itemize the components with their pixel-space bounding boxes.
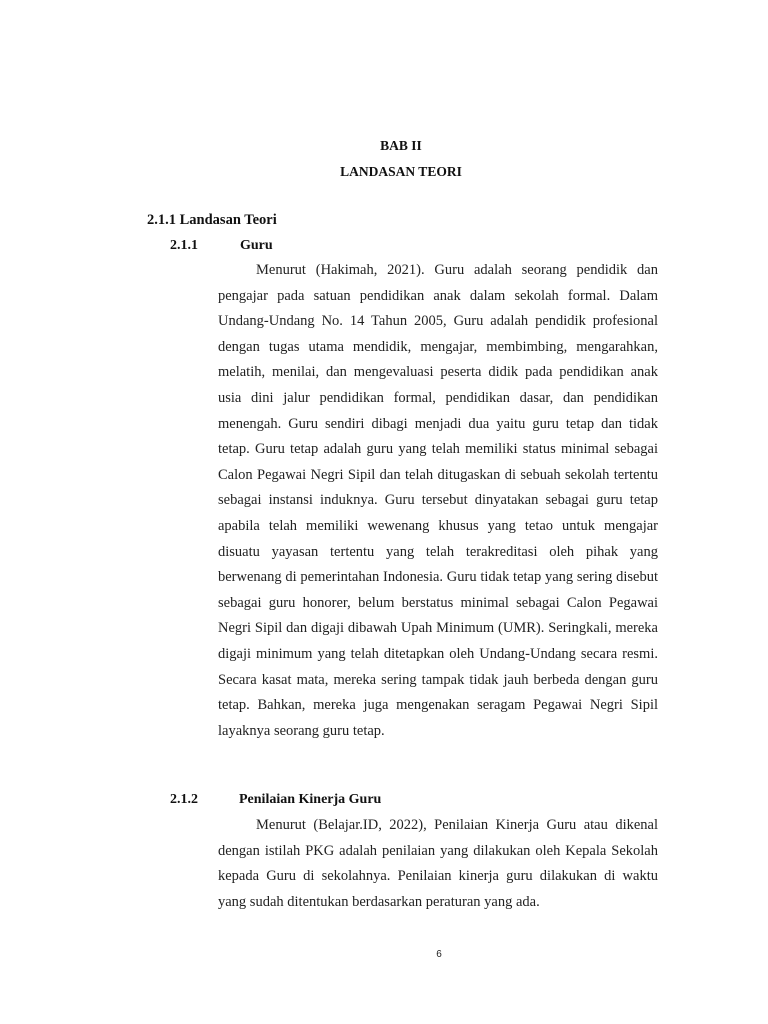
section-heading: 2.1.1 Landasan Teori	[147, 212, 277, 228]
subsection-number-guru: 2.1.1	[170, 238, 198, 253]
page-number: 6	[436, 949, 442, 960]
subsection-title-penilaian: Penilaian Kinerja Guru	[239, 792, 382, 807]
subsection-title-guru: Guru	[240, 238, 273, 253]
paragraph-penilaian-kinerja: Menurut (Belajar.ID, 2022), Penilaian Kinerja Guru atau dikenal dengan istilah PKG adalah penilaian yang dilakukan oleh Kepala Sekolah kepada Guru di sekolahnya. Penilaian kinerja guru dilakukan di waktu yang sudah ditentukan berdasarkan peraturan yang ada.	[218, 817, 658, 910]
chapter-title: LANDASAN TEORI	[340, 164, 462, 179]
paragraph-guru: Menurut (Hakimah, 2021). Guru adalah seorang pendidik dan pengajar pada satuan pendidikan anak dalam sekolah formal. Dalam Undang-Undang No. 14 Tahun 2005, Guru adalah pendidik profesional dengan tugas utama mendidik, mengajar, membimbing, mengarahkan, melatih, menilai, dan mengevaluasi peserta didik pada pendidikan anak usia dini jalur pendidikan formal, pendidikan dasar, dan pendidikan menengah. Guru sendiri dibagi menjadi dua yaitu guru tetap dan tidak tetap. Guru tetap adalah guru yang telah memiliki status minimal sebagai Calon Pegawai Negri Sipil dan telah ditugaskan di sebuah sekolah tertentu sebagai instansi induknya. Guru tersebut dinyatakan sebagai guru tetap apabila telah memiliki wewenang khusus yang tetao untuk mengajar disuatu yayasan tertentu yang telah terakreditasi oleh pihak yang berwenang di pemerintahan Indonesia. Guru tidak tetap yang sering disebut sebagai guru honorer, belum berstatus minimal sebagai Calon Pegawai Negri Sipil dan digaji dibawah Upah Minimum (UMR). Seringkali, mereka digaji minimum yang telah ditetapkan oleh Undang-Undang secara resmi. Secara kasat mata, mereka sering tampak tidak jauh berbeda dengan guru tetap. Bahkan, mereka juga mengenakan seragam Pegawai Negri Sipil layaknya seorang guru tetap.	[218, 262, 658, 739]
subsection-number-penilaian: 2.1.2	[170, 792, 198, 807]
chapter-number: BAB II	[380, 138, 422, 153]
